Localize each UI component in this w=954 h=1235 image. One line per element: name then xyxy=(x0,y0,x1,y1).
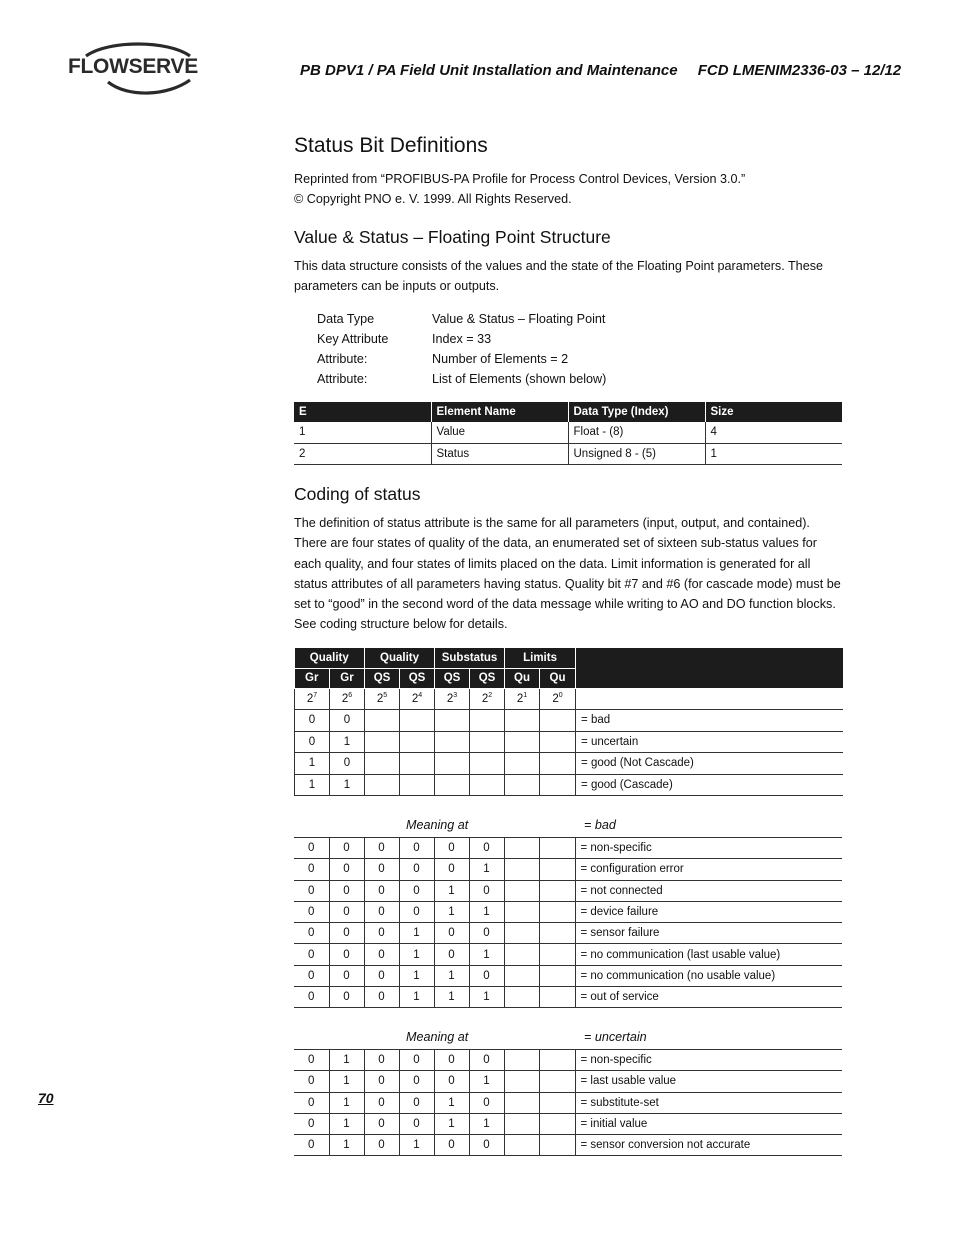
header-title: PB DPV1 / PA Field Unit Installation and Maintenance xyxy=(300,62,678,79)
bit-cell xyxy=(505,774,540,796)
power-cell: $2^4$ xyxy=(400,688,435,710)
bit-cell: 0 xyxy=(329,901,364,922)
table-row xyxy=(295,731,843,753)
bit-cell xyxy=(539,1113,575,1134)
attribute-value: Value & Status – Floating Point xyxy=(432,312,606,326)
bit-cell: 1 xyxy=(329,1113,364,1134)
bit-cell: 1 xyxy=(434,987,469,1008)
value-status-text: This data structure consists of the values and the state of the Floating Point parameters. These parameters can be inputs or outputs. xyxy=(294,259,823,294)
col-header: Size xyxy=(705,402,842,422)
table-row xyxy=(294,1113,842,1134)
bit-cell: 0 xyxy=(294,1092,329,1113)
bit-cell: 0 xyxy=(434,923,469,944)
bit-cell xyxy=(435,753,470,775)
attribute-row xyxy=(317,309,606,329)
bit-cell: 0 xyxy=(294,901,329,922)
meaning-cell: = bad xyxy=(576,710,843,732)
bit-cell: 1 xyxy=(469,1113,504,1134)
bit-cell xyxy=(539,901,575,922)
table-row xyxy=(295,710,843,732)
meaning-cell: = substitute-set xyxy=(575,1092,842,1113)
coding-text: The definition of status attribute is the same for all parameters (input, output, and contained). There are four states of quality of the data, an enumerated set of sixteen sub-status values for each quality, and four states of limits placed on the data. Limit information is generated for all status attributes of all parameters having status. Quality bit #7 and #6 (for cascade mode) must be set to “good” in the second word of the data message while writing to AO and DO function blocks. See coding structure below for details. xyxy=(294,516,841,632)
bit-cell xyxy=(505,710,540,732)
bit-cell xyxy=(540,731,576,753)
bit-cell: 0 xyxy=(364,965,399,986)
bit-cell xyxy=(539,880,575,901)
bit-cell: 0 xyxy=(294,1135,329,1156)
power-cell: $2^6$ xyxy=(330,688,365,710)
table-header-row xyxy=(294,402,842,422)
bit-cell: 0 xyxy=(329,859,364,880)
bit-cell: 0 xyxy=(469,923,504,944)
bit-cell xyxy=(540,753,576,775)
bit-cell xyxy=(539,923,575,944)
bit-cell: 1 xyxy=(329,1071,364,1092)
bit-cell: 1 xyxy=(399,987,434,1008)
bit-cell: 1 xyxy=(469,901,504,922)
bit-cell: 0 xyxy=(330,710,365,732)
bit-cell: 1 xyxy=(469,859,504,880)
bit-cell: 1 xyxy=(399,944,434,965)
bit-cell xyxy=(504,1092,539,1113)
attribute-row xyxy=(317,349,606,369)
page-header xyxy=(300,62,901,79)
bit-cell: 0 xyxy=(295,710,330,732)
bit-cell xyxy=(365,753,400,775)
bit-cell: 0 xyxy=(329,923,364,944)
uncertain-substatus-table xyxy=(294,1049,842,1156)
bit-cell xyxy=(504,838,539,859)
bit-cell: 0 xyxy=(399,859,434,880)
bit-cell: 0 xyxy=(294,838,329,859)
bit-cell xyxy=(470,753,505,775)
logo-text: FLOWSERVE xyxy=(68,55,198,78)
col-header: Element Name xyxy=(431,402,568,422)
bit-cell: 0 xyxy=(364,1071,399,1092)
bit-cell: 1 xyxy=(329,1092,364,1113)
coding-group-header-row xyxy=(295,648,843,668)
bit-cell xyxy=(539,1071,575,1092)
bit-cell xyxy=(504,1071,539,1092)
bit-cell: 0 xyxy=(364,1113,399,1134)
attribute-key: Key Attribute xyxy=(317,332,389,346)
bit-cell: 0 xyxy=(399,880,434,901)
meaning-cell: = not connected xyxy=(575,880,842,901)
group-header: Quality xyxy=(365,648,435,668)
power-exponent: 7 xyxy=(313,692,318,700)
meaning-cell: = no communication (no usable value) xyxy=(575,965,842,986)
table-row xyxy=(294,923,842,944)
bit-cell: 0 xyxy=(399,1092,434,1113)
bit-cell xyxy=(504,965,539,986)
attribute-key: Attribute: xyxy=(317,372,368,386)
power-cell: $2^1$ xyxy=(505,688,540,710)
table-row xyxy=(294,1071,842,1092)
bit-cell xyxy=(400,731,435,753)
power-exponent: 0 xyxy=(558,692,563,700)
bit-cell xyxy=(504,923,539,944)
bit-cell: 0 xyxy=(434,944,469,965)
bit-cell xyxy=(539,987,575,1008)
bit-cell: 1 xyxy=(434,1092,469,1113)
table-cell: 1 xyxy=(294,422,431,443)
table-cell: Float - (8) xyxy=(568,422,705,443)
bit-cell: 0 xyxy=(329,880,364,901)
meaning-cell: = out of service xyxy=(575,987,842,1008)
col-header: E xyxy=(294,402,431,422)
table-cell: Unsigned 8 - (5) xyxy=(568,443,705,464)
bit-cell: 1 xyxy=(399,1135,434,1156)
bit-cell: 0 xyxy=(434,1135,469,1156)
reprint-line2: © Copyright PNO e. V. 1999. All Rights Reserved. xyxy=(294,192,572,207)
bit-cell xyxy=(539,1050,575,1071)
power-exponent: 5 xyxy=(383,692,388,700)
bit-cell: 0 xyxy=(329,965,364,986)
bit-cell: 1 xyxy=(469,944,504,965)
meaning-cell: = device failure xyxy=(575,901,842,922)
meaning-value-bad: = bad xyxy=(584,818,616,832)
table-row xyxy=(294,944,842,965)
bit-cell: 1 xyxy=(295,753,330,775)
table-row xyxy=(294,838,842,859)
bit-cell: 1 xyxy=(469,1071,504,1092)
bit-cell: 1 xyxy=(434,1113,469,1134)
col-header: Data Type (Index) xyxy=(568,402,705,422)
bit-cell: 0 xyxy=(364,944,399,965)
meaning-label-bad: Meaning at xyxy=(406,818,469,832)
bit-cell: 0 xyxy=(294,987,329,1008)
bit-cell: 0 xyxy=(434,859,469,880)
bit-cell: 0 xyxy=(399,1113,434,1134)
bit-cell xyxy=(540,710,576,732)
bit-cell xyxy=(400,774,435,796)
bit-cell: 0 xyxy=(294,880,329,901)
uncertain-table-body xyxy=(294,1050,842,1156)
bit-cell xyxy=(365,774,400,796)
sub-header: QS xyxy=(400,668,435,688)
bit-cell: 1 xyxy=(469,987,504,1008)
meaning-value-uncertain: = uncertain xyxy=(584,1030,647,1044)
meaning-cell: = non-specific xyxy=(575,1050,842,1071)
power-exponent: 3 xyxy=(453,692,458,700)
bit-cell: 0 xyxy=(294,1113,329,1134)
meaning-cell: = non-specific xyxy=(575,838,842,859)
bit-cell: 1 xyxy=(434,901,469,922)
bit-cell: 0 xyxy=(364,838,399,859)
table-row xyxy=(294,901,842,922)
bit-cell xyxy=(504,901,539,922)
reprint-line1: Reprinted from “PROFIBUS-PA Profile for Process Control Devices, Version 3.0.” xyxy=(294,172,746,186)
bit-cell: 0 xyxy=(364,923,399,944)
power-cell: $2^3$ xyxy=(435,688,470,710)
sub-header: QS xyxy=(470,668,505,688)
bit-cell: 0 xyxy=(295,731,330,753)
meaning-cell: = sensor failure xyxy=(575,923,842,944)
bit-cell xyxy=(504,944,539,965)
bit-cell: 0 xyxy=(364,987,399,1008)
table-row xyxy=(294,443,842,464)
bit-cell xyxy=(539,1092,575,1113)
powers-row xyxy=(295,688,843,710)
bit-cell xyxy=(504,880,539,901)
meaning-cell: = good (Not Cascade) xyxy=(576,753,843,775)
coding-table xyxy=(294,648,843,796)
bit-cell: 0 xyxy=(294,1050,329,1071)
section-title-value-status: Value & Status – Floating Point Structure xyxy=(294,227,611,247)
bit-cell xyxy=(539,859,575,880)
meaning-cell: = good (Cascade) xyxy=(576,774,843,796)
bit-cell xyxy=(504,1135,539,1156)
bit-cell xyxy=(470,710,505,732)
bit-cell: 0 xyxy=(469,965,504,986)
bit-cell xyxy=(470,774,505,796)
bad-substatus-table xyxy=(294,837,842,1008)
bit-cell xyxy=(539,965,575,986)
bit-cell: 1 xyxy=(399,965,434,986)
bit-cell: 0 xyxy=(434,1071,469,1092)
bit-cell: 0 xyxy=(294,944,329,965)
bit-cell: 0 xyxy=(364,859,399,880)
bit-cell: 0 xyxy=(329,838,364,859)
table-row xyxy=(295,774,843,796)
bit-cell: 0 xyxy=(469,880,504,901)
power-exponent: 2 xyxy=(488,692,493,700)
table-row xyxy=(294,422,842,443)
table-cell: 4 xyxy=(705,422,842,443)
table-row xyxy=(294,1092,842,1113)
sub-header: Qu xyxy=(540,668,576,688)
meaning-cell: = sensor conversion not accurate xyxy=(575,1135,842,1156)
bit-cell xyxy=(539,1135,575,1156)
table-cell: 2 xyxy=(294,443,431,464)
sub-header: QS xyxy=(435,668,470,688)
bit-cell: 0 xyxy=(364,1092,399,1113)
meaning-label-uncertain: Meaning at xyxy=(406,1030,469,1044)
bad-table-body xyxy=(294,838,842,1008)
meaning-cell xyxy=(576,688,843,710)
bit-cell: 0 xyxy=(294,965,329,986)
bit-cell: 0 xyxy=(399,1071,434,1092)
attribute-value: Number of Elements = 2 xyxy=(432,352,569,366)
table-row xyxy=(295,753,843,775)
flowserve-logo xyxy=(68,42,208,96)
bit-cell: 0 xyxy=(469,838,504,859)
bit-cell: 1 xyxy=(434,880,469,901)
bit-cell: 0 xyxy=(364,1050,399,1071)
bit-cell: 0 xyxy=(294,1071,329,1092)
power-exponent: 4 xyxy=(418,692,423,700)
bit-cell: 0 xyxy=(469,1092,504,1113)
table-row xyxy=(294,965,842,986)
bit-cell: 0 xyxy=(294,859,329,880)
power-cell: $2^7$ xyxy=(295,688,330,710)
bit-cell xyxy=(505,753,540,775)
bit-cell: 1 xyxy=(330,731,365,753)
table-row xyxy=(294,859,842,880)
power-cell: $2^5$ xyxy=(365,688,400,710)
bit-cell: 1 xyxy=(434,965,469,986)
meaning-cell: = uncertain xyxy=(576,731,843,753)
bit-cell: 0 xyxy=(434,1050,469,1071)
sub-header: QS xyxy=(365,668,400,688)
bit-cell: 0 xyxy=(294,923,329,944)
bit-cell: 1 xyxy=(329,1050,364,1071)
bit-cell xyxy=(435,731,470,753)
table-row xyxy=(294,987,842,1008)
bit-cell xyxy=(400,753,435,775)
section-title-status-bit: Status Bit Definitions xyxy=(294,134,488,157)
table-cell: 1 xyxy=(705,443,842,464)
table-row xyxy=(294,1135,842,1156)
bit-cell xyxy=(470,731,505,753)
attribute-value: Index = 33 xyxy=(432,332,492,346)
bit-cell xyxy=(540,774,576,796)
attribute-value: List of Elements (shown below) xyxy=(432,372,607,386)
section-title-coding: Coding of status xyxy=(294,484,421,504)
page-number: 70 xyxy=(38,1090,54,1106)
group-header: Limits xyxy=(505,648,576,668)
table-row xyxy=(294,880,842,901)
power-cell: $2^0$ xyxy=(540,688,576,710)
meaning-cell: = last usable value xyxy=(575,1071,842,1092)
bit-cell: 0 xyxy=(469,1050,504,1071)
bit-cell: 0 xyxy=(399,838,434,859)
bit-cell: 0 xyxy=(329,987,364,1008)
group-header: Quality xyxy=(295,648,365,668)
bit-cell: 0 xyxy=(364,880,399,901)
reprint-notice xyxy=(294,169,842,210)
table-cell: Value xyxy=(431,422,568,443)
header-code: FCD LMENIM2336-03 – 12/12 xyxy=(697,62,902,79)
bit-cell xyxy=(365,731,400,753)
bit-cell: 0 xyxy=(434,838,469,859)
bit-cell xyxy=(504,859,539,880)
meaning-header xyxy=(576,648,843,688)
bit-cell xyxy=(400,710,435,732)
table-cell: Status xyxy=(431,443,568,464)
bit-cell: 0 xyxy=(399,1050,434,1071)
bit-cell xyxy=(504,987,539,1008)
bit-cell xyxy=(539,838,575,859)
element-table xyxy=(294,402,842,465)
attribute-key: Data Type xyxy=(317,312,375,326)
power-exponent: 1 xyxy=(523,692,528,700)
power-cell: $2^2$ xyxy=(470,688,505,710)
meaning-cell: = no communication (last usable value) xyxy=(575,944,842,965)
bit-cell xyxy=(504,1113,539,1134)
bit-cell: 0 xyxy=(329,944,364,965)
meaning-cell: = initial value xyxy=(575,1113,842,1134)
bit-cell: 0 xyxy=(364,901,399,922)
bit-cell: 0 xyxy=(364,1135,399,1156)
bit-cell: 1 xyxy=(330,774,365,796)
table-row xyxy=(294,1050,842,1071)
meaning-cell: = configuration error xyxy=(575,859,842,880)
bit-cell xyxy=(505,731,540,753)
bit-cell: 0 xyxy=(330,753,365,775)
bit-cell: 1 xyxy=(329,1135,364,1156)
attribute-list xyxy=(317,309,606,389)
bit-cell xyxy=(435,774,470,796)
bit-cell xyxy=(365,710,400,732)
attribute-row xyxy=(317,369,606,389)
bit-cell xyxy=(504,1050,539,1071)
sub-header: Qu xyxy=(505,668,540,688)
sub-header: Gr xyxy=(330,668,365,688)
bit-cell: 1 xyxy=(399,923,434,944)
power-exponent: 6 xyxy=(348,692,353,700)
bit-cell: 0 xyxy=(469,1135,504,1156)
bit-cell xyxy=(539,944,575,965)
group-header: Substatus xyxy=(435,648,505,668)
attribute-row xyxy=(317,329,606,349)
bit-cell: 0 xyxy=(399,901,434,922)
bit-cell: 1 xyxy=(295,774,330,796)
sub-header: Gr xyxy=(295,668,330,688)
attribute-key: Attribute: xyxy=(317,352,368,366)
bit-cell xyxy=(435,710,470,732)
